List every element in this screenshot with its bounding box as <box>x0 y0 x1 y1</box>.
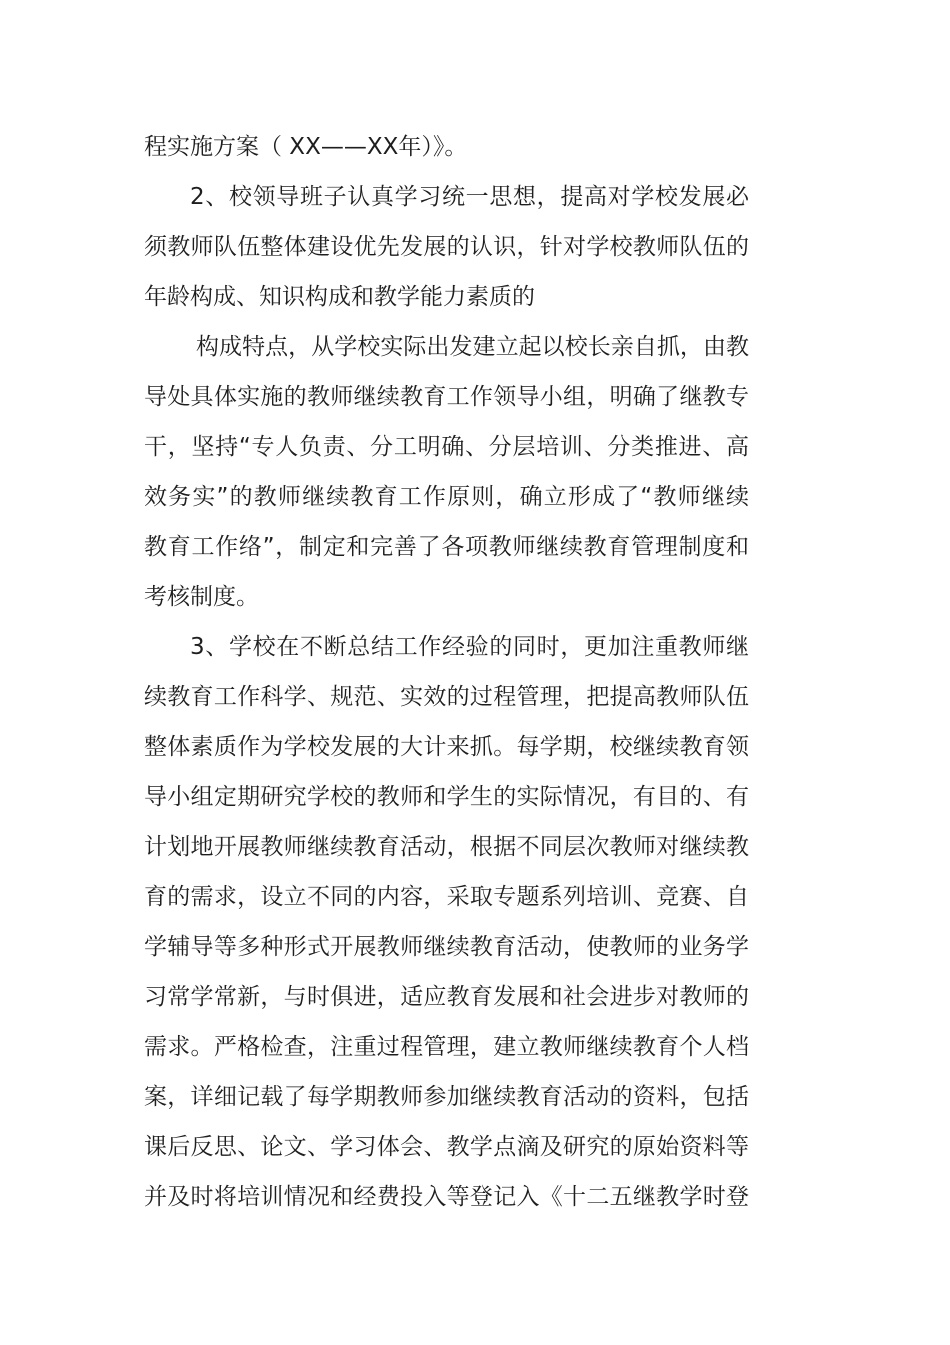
text-line-7: 干，坚持“专人负责、分工明确、分层培训、分类推进、高 <box>144 434 749 460</box>
text-line-13: 整体素质作为学校发展的大计来抓。每学期，校继续教育领 <box>144 734 749 760</box>
text-line-11: 3、学校在不断总结工作经验的同时，更加注重教师继 <box>190 634 749 660</box>
text-line-9: 教育工作络”，制定和完善了各项教师继续教育管理制度和 <box>144 534 749 560</box>
body-text <box>144 122 749 1222</box>
text-line-2: 2、校领导班子认真学习统一思想，提高对学校发展必 <box>190 184 749 210</box>
text-line-22: 并及时将培训情况和经费投入等登记入《十二五继教学时登 <box>144 1184 749 1210</box>
text-line-10: 考核制度。 <box>144 584 259 610</box>
text-line-14: 导小组定期研究学校的教师和学生的实际情况，有目的、有 <box>144 784 749 810</box>
text-line-21: 课后反思、论文、学习体会、教学点滴及研究的原始资料等 <box>144 1134 749 1160</box>
text-line-12: 续教育工作科学、规范、实效的过程管理，把提高教师队伍 <box>144 684 749 710</box>
text-line-1: 程实施方案（ XX——XX年）》。 <box>144 134 468 160</box>
text-line-17: 学辅导等多种形式开展教师继续教育活动，使教师的业务学 <box>144 934 749 960</box>
text-line-19: 需求。严格检查，注重过程管理，建立教师继续教育个人档 <box>144 1034 749 1060</box>
text-line-5: 构成特点，从学校实际出发建立起以校长亲自抓，由教 <box>196 334 749 360</box>
text-line-3: 须教师队伍整体建设优先发展的认识，针对学校教师队伍的 <box>144 234 749 260</box>
text-line-16: 育的需求，设立不同的内容，采取专题系列培训、竞赛、自 <box>144 884 749 910</box>
text-line-15: 计划地开展教师继续教育活动，根据不同层次教师对继续教 <box>144 834 749 860</box>
text-line-4: 年龄构成、知识构成和教学能力素质的 <box>144 284 535 310</box>
text-line-18: 习常学常新，与时俱进，适应教育发展和社会进步对教师的 <box>144 984 749 1010</box>
text-line-8: 效务实”的教师继续教育工作原则，确立形成了“教师继续 <box>144 484 749 510</box>
text-line-20: 案，详细记载了每学期教师参加继续教育活动的资料，包括 <box>144 1084 749 1110</box>
text-line-6: 导处具体实施的教师继续教育工作领导小组，明确了继教专 <box>144 384 749 410</box>
